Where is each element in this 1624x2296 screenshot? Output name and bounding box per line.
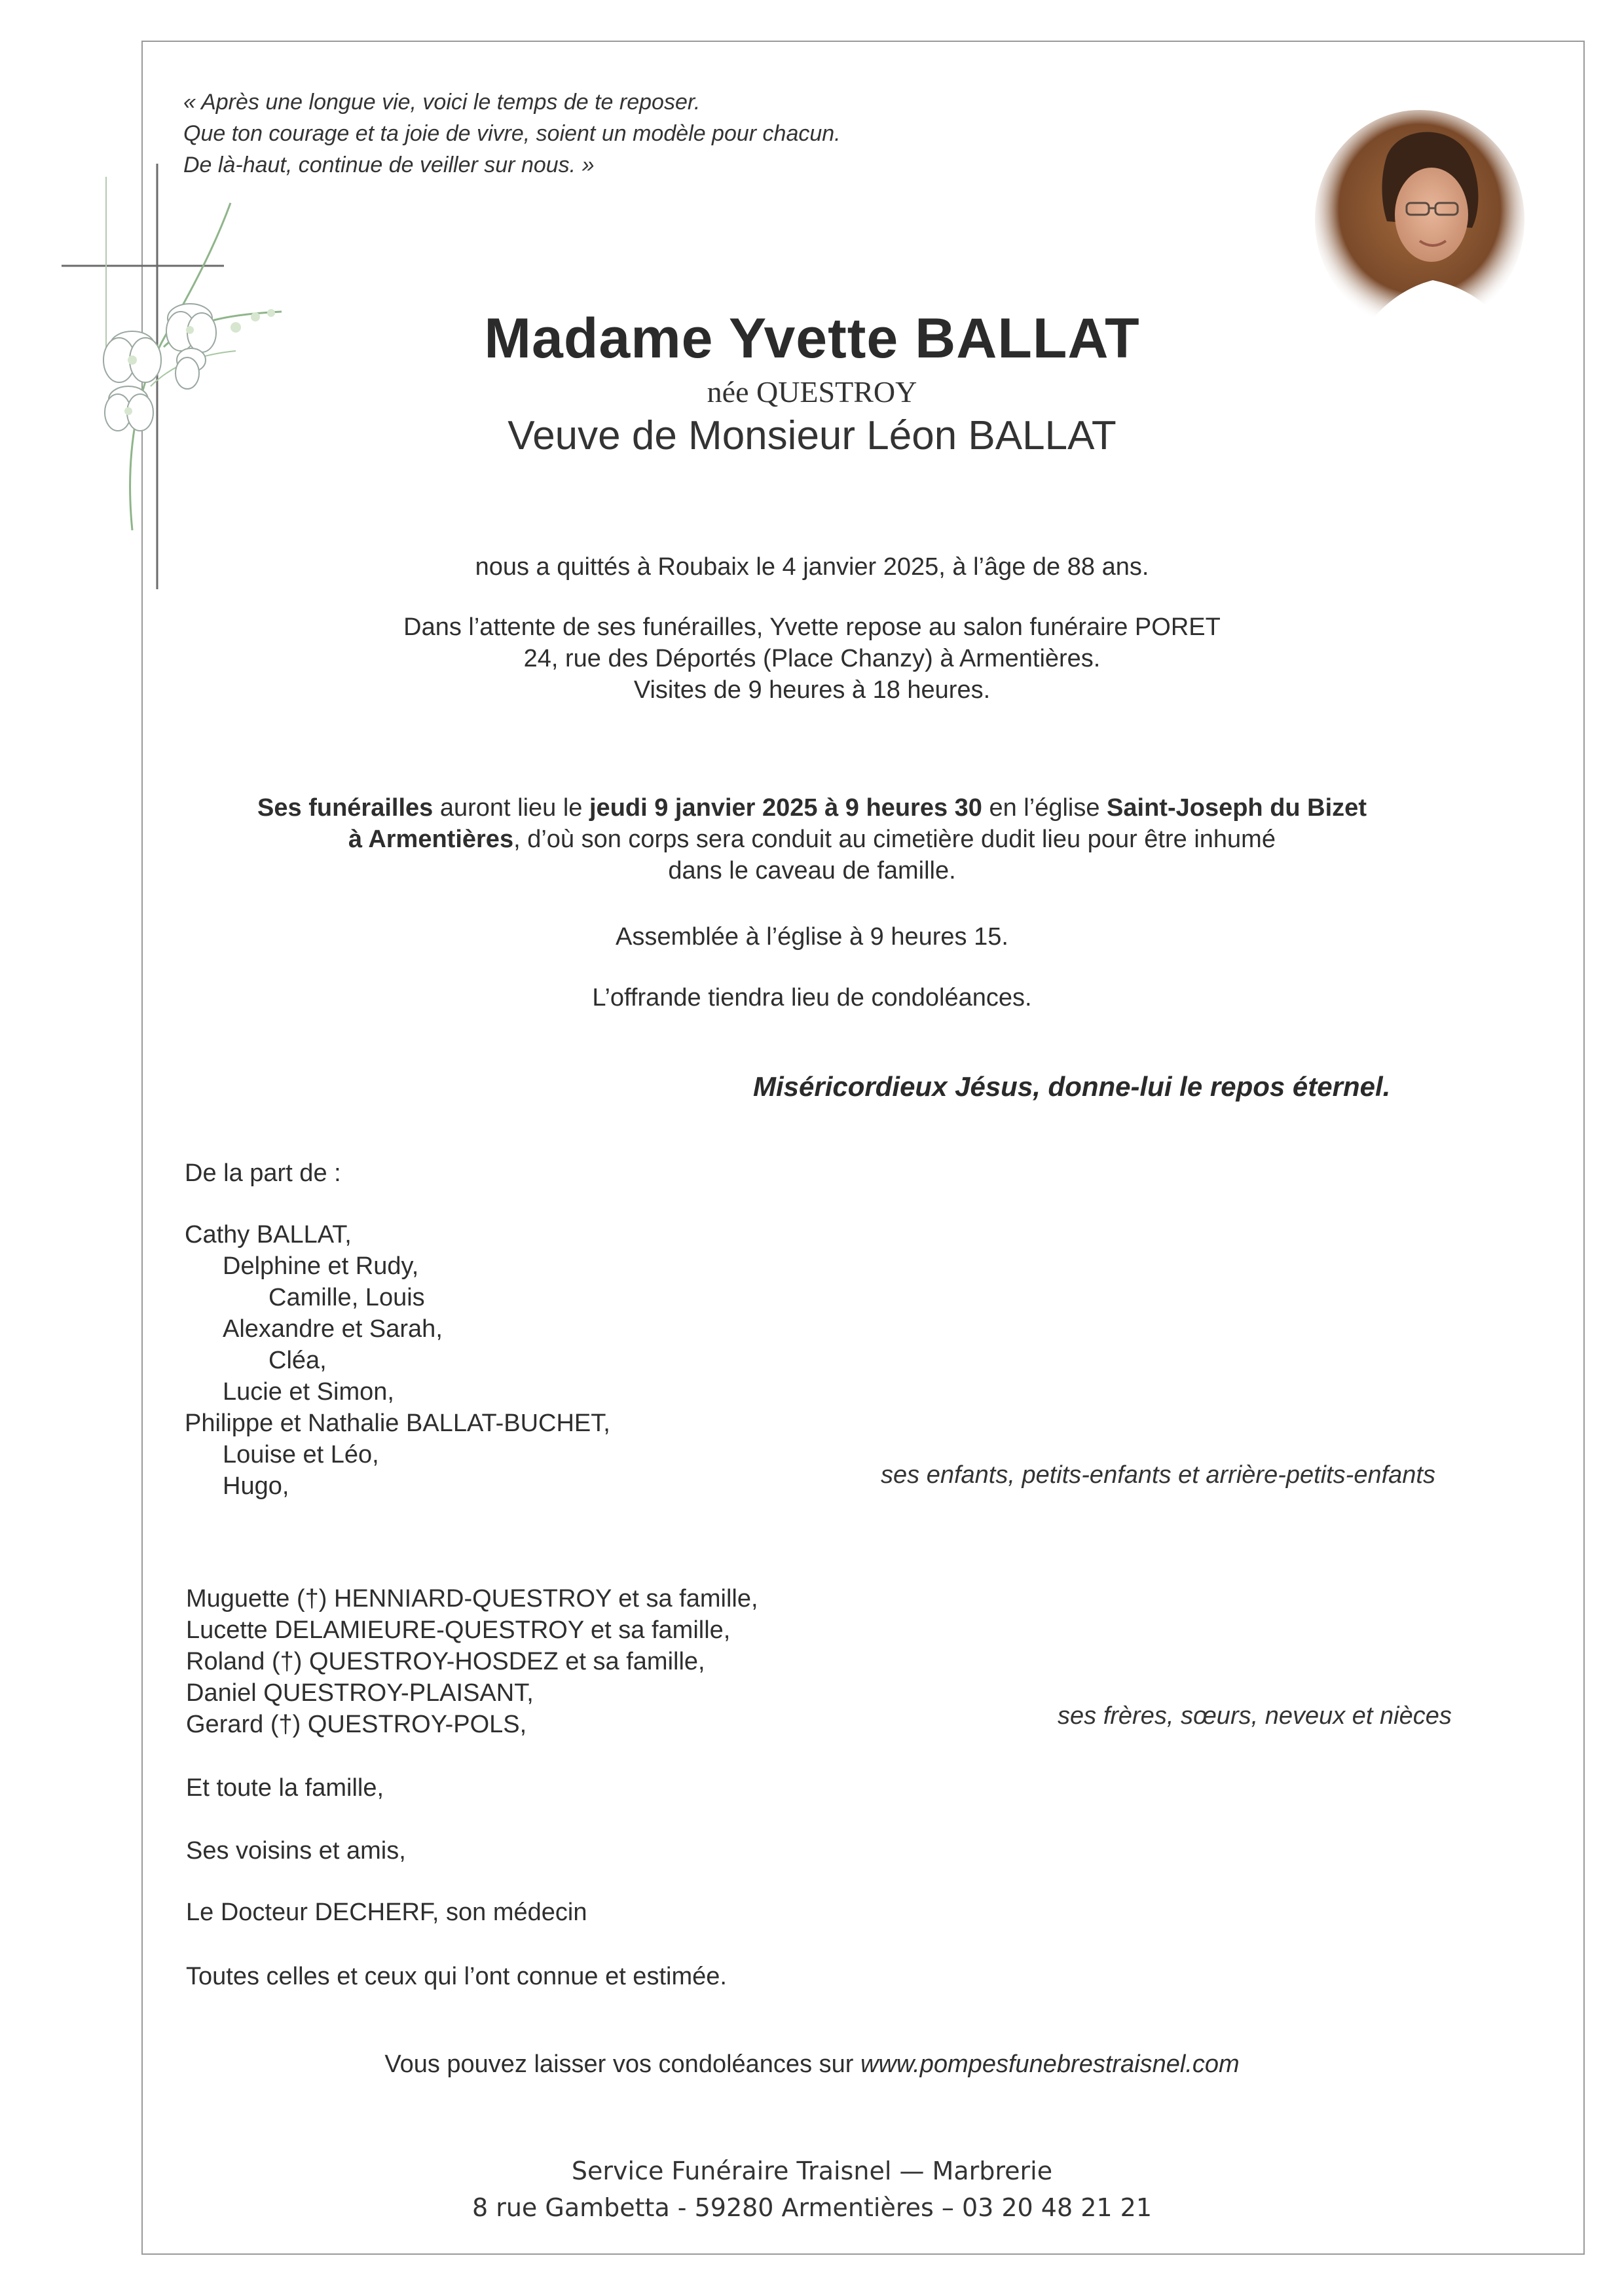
rest-line-3: Visites de 9 heures à 18 heures. — [633, 676, 991, 704]
rest-line-1: Dans l’attente de ses funérailles, Yvette repose au salon funéraire PORET — [403, 613, 1221, 641]
funeral-details — [0, 792, 1624, 886]
list-item: Lucie et Simon, — [223, 1378, 394, 1406]
siblings-relation: ses frères, sœurs, neveux et nièces — [1058, 1702, 1452, 1730]
prayer: Miséricordieux Jésus, donne-lui le repos éternel. — [753, 1071, 1391, 1102]
children-list — [185, 1219, 610, 1502]
list-item: Camille, Louis — [268, 1284, 425, 1311]
doctor: Le Docteur DECHERF, son médecin — [186, 1899, 587, 1926]
list-item: Hugo, — [223, 1472, 289, 1500]
list-item: Delphine et Rudy, — [223, 1252, 419, 1280]
quote-line-3: De là-haut, continue de veiller sur nous. » — [183, 153, 595, 177]
list-item: Louise et Léo, — [223, 1441, 379, 1468]
opening-quote — [183, 86, 1035, 181]
death-announcement: nous a quittés à Roubaix le 4 janvier 2025, à l’âge de 88 ans. — [475, 553, 1149, 581]
list-item: Cléa, — [268, 1347, 327, 1374]
de-la-part-label: De la part de : — [185, 1159, 341, 1187]
list-item: Daniel QUESTROY-PLAISANT, — [186, 1679, 534, 1707]
footer-address: 8 rue Gambetta - 59280 Armentières – 03 20 48 21 21 — [471, 2193, 1153, 2222]
children-relation: ses enfants, petits-enfants et arrière-petits-enfants — [881, 1461, 1435, 1489]
assembly-time: Assemblée à l’église à 9 heures 15. — [616, 923, 1008, 951]
funeral-date: jeudi 9 janvier 2025 à 9 heures 30 — [589, 794, 982, 822]
list-item: Lucette DELAMIEURE-QUESTROY et sa famille, — [186, 1616, 731, 1644]
funeral-text-2: en l’église — [982, 794, 1107, 822]
list-item: Cathy BALLAT, — [185, 1221, 352, 1248]
list-item: Alexandre et Sarah, — [223, 1315, 443, 1343]
list-item: Philippe et Nathalie BALLAT-BUCHET, — [185, 1410, 610, 1437]
funeral-text-3: , d’où son corps sera conduit au cimetière dudit lieu pour être inhumé — [513, 826, 1276, 853]
offering-note: L’offrande tiendra lieu de condoléances. — [592, 984, 1032, 1011]
whole-family: Et toute la famille, — [186, 1774, 384, 1802]
rest-line-2: 24, rue des Déportés (Place Chanzy) à Armentières. — [523, 645, 1101, 672]
funeral-line-2 — [0, 824, 1624, 855]
list-item: Gerard (†) QUESTROY-POLS, — [186, 1711, 527, 1738]
funeral-label: Ses funérailles — [257, 794, 434, 822]
rest-place — [0, 611, 1624, 706]
quote-line-1: « Après une longue vie, voici le temps de te reposer. — [183, 90, 701, 115]
siblings-list — [186, 1583, 758, 1740]
list-item: Muguette (†) HENNIARD-QUESTROY et sa famille, — [186, 1585, 758, 1613]
quote-line-2: Que ton courage et ta joie de vivre, soient un modèle pour chacun. — [183, 121, 841, 146]
footer-company: Service Funéraire Traisnel — Marbrerie — [571, 2157, 1053, 2185]
funeral-line-3: dans le caveau de famille. — [668, 857, 956, 884]
funeral-church: Saint-Joseph du Bizet — [1107, 794, 1367, 822]
deceased-name: Madame Yvette BALLAT — [484, 307, 1140, 370]
condolences-text: Vous pouvez laisser vos condoléances sur — [384, 2050, 860, 2078]
all-who-knew: Toutes celles et ceux qui l’ont connue et estimée. — [186, 1963, 727, 1990]
list-item: Roland (†) QUESTROY-HOSDEZ et sa famille, — [186, 1648, 705, 1675]
funeral-line-1 — [0, 792, 1624, 824]
funeral-text-1: auront lieu le — [433, 794, 589, 822]
condolences-line — [0, 2050, 1624, 2079]
funeral-city: à Armentières — [348, 826, 514, 853]
condolences-url[interactable]: www.pompesfunebrestraisnel.com — [860, 2050, 1240, 2078]
maiden-name: née QUESTROY — [707, 375, 917, 409]
widow-of: Veuve de Monsieur Léon BALLAT — [507, 413, 1116, 458]
neighbors-friends: Ses voisins et amis, — [186, 1837, 406, 1865]
